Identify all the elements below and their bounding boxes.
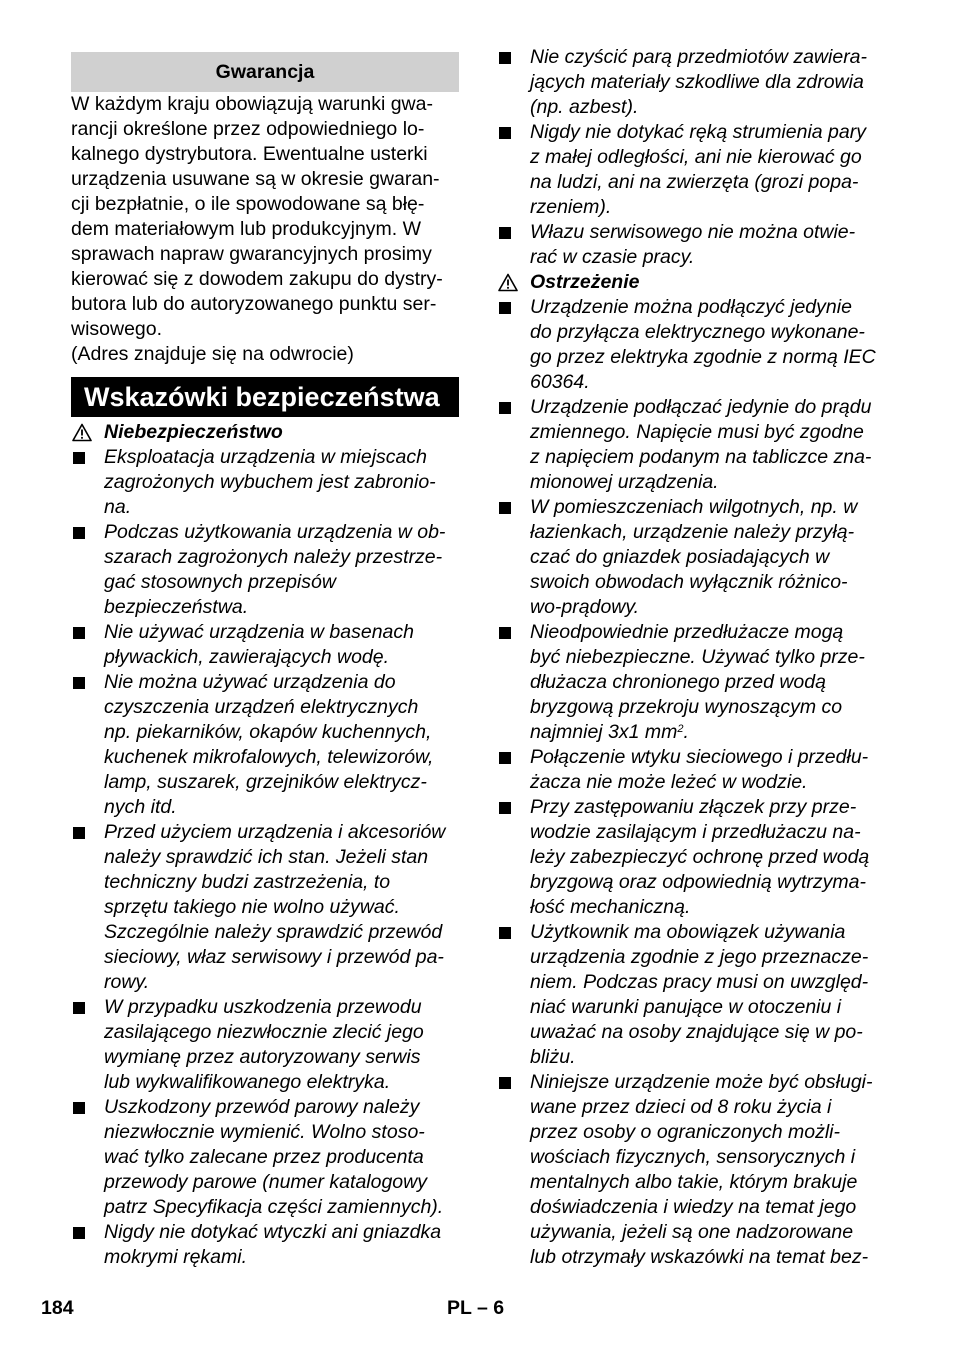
warning-item: Przy zastępowaniu złączek przy prze- wodzie zasilającym i przedłużaczu na- leży zabezpieczyć ochronę przed wodą bryzgową oraz odpowiednią wytrzyma- łość mechaniczną. bbox=[497, 795, 889, 920]
warranty-text: W każdym kraju obowiązują warunki gwa- rancji określone przez odpowiedniego lo- kalnego dystrybutora. Ewentualne usterki urządzenia usuwane są w okresie gwaran- cji bezpłatnie, o ile spowodowane są błę- dem materiałowym lub produkcyjnym. W sprawach napraw gwarancyjnych prosimy kierować się z dowodem zakupu do dystry- butora lub do autoryzowanego punktu ser- wisowego. bbox=[71, 93, 443, 340]
warning-label-text: Ostrzeżenie bbox=[530, 271, 640, 293]
page-code: PL – 6 bbox=[447, 1297, 505, 1319]
warning-triangle-icon bbox=[498, 273, 518, 292]
warning-item: Urządzenie podłączać jedynie do prądu zmiennego. Napięcie musi być zgodne z napięciem podanym na tabliczce zna- mionowej urządzenia. bbox=[497, 395, 889, 495]
extension-cord-text: Nieodpowiednie przedłużacze mogą być niebezpieczne. Używać tylko prze- dłużacza chronionego przed wodą bryzgową przekroju wynoszącym co najmniej 3x1 mm bbox=[530, 621, 865, 743]
extension-cord-end: . bbox=[683, 721, 689, 743]
danger-item: Podczas użytkowania urządzenia w ob- szarach zagrożonych należy przestrze- gać stosownych przepisów bezpieczeństwa. bbox=[71, 520, 459, 620]
warning-label bbox=[497, 270, 889, 295]
danger-item: W przypadku uszkodzenia przewodu zasilającego niezwłocznie zlecić jego wymianę przez autoryzowany serwis lub wykwalifikowanego elektryka. bbox=[71, 995, 459, 1095]
right-column bbox=[497, 45, 889, 1270]
danger-item: Włazu serwisowego nie można otwie- rać w czasie pracy. bbox=[497, 220, 889, 270]
warning-item: Niniejsze urządzenie może być obsługi- wane przez dzieci od 8 roku życia i przez osoby o ograniczonych możli- wościach fizycznych, sensorycznych i mentalnych albo takie, którym brakuje doświadczenia i wiedzy na temat jego używania, jeżeli są one nadzorowane lub otrzymały wskazówki na temat bez- bbox=[497, 1070, 889, 1270]
warning-item: Połączenie wtyku sieciowego i przedłu- żacza nie może leżeć w wodzie. bbox=[497, 745, 889, 795]
danger-item: Nigdy nie dotykać wtyczki ani gniazdka mokrymi rękami. bbox=[71, 1220, 459, 1270]
danger-label bbox=[71, 420, 459, 445]
danger-item: Eksploatacja urządzenia w miejscach zagrożonych wybuchem jest zabronio- na. bbox=[71, 445, 459, 520]
warning-item: W pomieszczeniach wilgotnych, np. w łazienkach, urządzenie należy przyłą- czać do gniazdek posiadających w swoich obwodach wyłącznik różnico- wo-prądowy. bbox=[497, 495, 889, 620]
danger-item: Przed użyciem urządzenia i akcesoriów należy sprawdzić ich stan. Jeżeli stan techniczny budzi zastrzeżenia, to sprzętu takiego nie wolno używać. Szczególnie należy sprawdzić przewód sieciowy, właz serwisowy i przewód pa- rowy. bbox=[71, 820, 459, 995]
address-note: (Adres znajduje się na odwrocie) bbox=[71, 343, 354, 365]
page-number: 184 bbox=[41, 1297, 74, 1319]
warning-item: Użytkownik ma obowiązek używania urządzenia zgodnie z jego przeznacze- niem. Podczas pracy musi on uwzględ- niać warunki panujące w otoczeniu i uważać na osoby znajdujące się w po- bliżu. bbox=[497, 920, 889, 1070]
left-column bbox=[71, 45, 459, 1270]
warning-triangle-icon bbox=[72, 423, 92, 442]
danger-item: Nie można używać urządzenia do czyszczenia urządzeń elektrycznych np. piekarników, okapów kuchennych, kuchenek mikrofalowych, telewizorów, lamp, suszarek, grzejników elektrycz- nych itd. bbox=[71, 670, 459, 820]
safety-heading: Wskazówki bezpieczeństwa bbox=[71, 377, 459, 417]
warranty-heading: Gwarancja bbox=[71, 52, 459, 92]
danger-label-text: Niebezpieczeństwo bbox=[104, 421, 283, 443]
danger-item: Uszkodzony przewód parowy należy niezwłocznie wymienić. Wolno stoso- wać tylko zalecane przez producenta przewody parowe (numer katalogowy patrz Specyfikacja części zamiennych). bbox=[71, 1095, 459, 1220]
warning-item: Urządzenie można podłączyć jedynie do przyłącza elektrycznego wykonane- go przez elektryka zgodnie z normą IEC 60364. bbox=[497, 295, 889, 395]
superscript: 2 bbox=[677, 723, 684, 735]
danger-item: Nigdy nie dotykać ręką strumienia pary z małej odległości, ani nie kierować go na ludzi, ani na zwierzęta (grozi popa- rzeniem). bbox=[497, 120, 889, 220]
danger-item: Nie używać urządzenia w basenach pływackich, zawierających wodę. bbox=[71, 620, 459, 670]
extension-cord-item bbox=[497, 620, 889, 745]
danger-item: Nie czyścić parą przedmiotów zawiera- jących materiały szkodliwe dla zdrowia (np. azbest). bbox=[497, 45, 889, 120]
